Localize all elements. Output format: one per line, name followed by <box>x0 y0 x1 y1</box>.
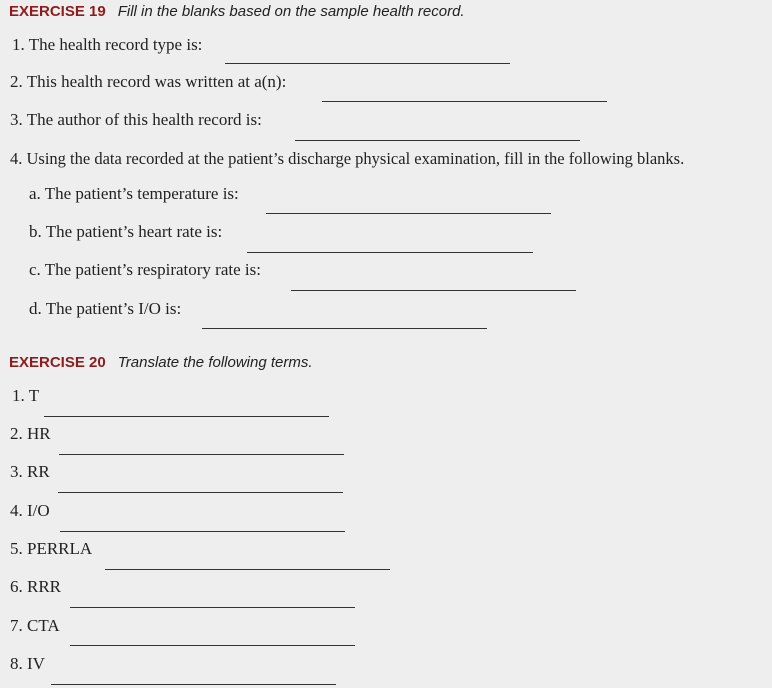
term-4-blank[interactable] <box>60 531 345 532</box>
question-4b-blank[interactable] <box>247 252 533 253</box>
question-1-blank[interactable] <box>225 63 510 64</box>
term-7-blank[interactable] <box>70 645 355 646</box>
exercise-20-header <box>9 354 313 371</box>
question-4d: d. The patient’s I/O is: <box>29 299 182 318</box>
term-6: 6. RRR <box>10 577 62 596</box>
question-1: 1. The health record type is: <box>12 35 203 54</box>
exercise-20-number: EXERCISE 20 <box>9 354 106 371</box>
term-5-blank[interactable] <box>105 569 390 570</box>
term-4: 4. I/O <box>10 501 50 520</box>
term-8: 8. IV <box>10 654 45 673</box>
term-2: 2. HR <box>10 424 51 443</box>
question-4a: a. The patient’s temperature is: <box>29 184 239 203</box>
exercise-19-number: EXERCISE 19 <box>9 3 106 20</box>
question-4d-blank[interactable] <box>202 328 487 329</box>
term-1-blank[interactable] <box>44 416 329 417</box>
term-5: 5. PERRLA <box>10 539 93 558</box>
exercise-20-instruction: Translate the following terms. <box>117 354 313 371</box>
question-2: 2. This health record was written at a(n): <box>10 72 287 91</box>
term-1: 1. T <box>12 386 40 405</box>
question-4: 4. Using the data recorded at the patient’s discharge physical examination, fill in the following blanks. <box>10 149 685 168</box>
term-3-blank[interactable] <box>58 492 343 493</box>
question-4c-blank[interactable] <box>291 290 576 291</box>
exercise-19-header <box>9 3 465 20</box>
question-3: 3. The author of this health record is: <box>10 110 262 129</box>
term-6-blank[interactable] <box>70 607 355 608</box>
question-3-blank[interactable] <box>295 140 580 141</box>
term-7: 7. CTA <box>10 616 60 635</box>
question-4c: c. The patient’s respiratory rate is: <box>29 260 261 279</box>
term-3: 3. RR <box>10 462 50 481</box>
question-4a-blank[interactable] <box>266 213 551 214</box>
exercise-19-instruction: Fill in the blanks based on the sample health record. <box>117 3 465 20</box>
term-8-blank[interactable] <box>51 684 336 685</box>
term-2-blank[interactable] <box>59 454 344 455</box>
question-4b: b. The patient’s heart rate is: <box>29 222 223 241</box>
question-2-blank[interactable] <box>322 101 607 102</box>
